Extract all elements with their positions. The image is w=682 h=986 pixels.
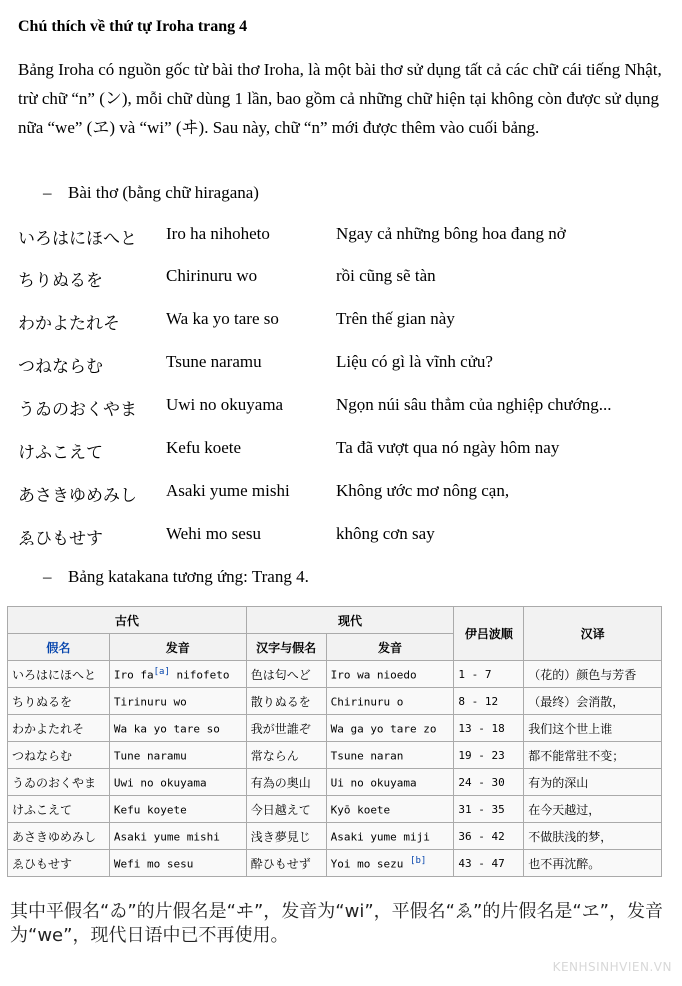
- cell-kanji: 浅き夢見じ: [246, 823, 326, 850]
- header-kana-link[interactable]: 假名: [8, 634, 110, 661]
- poem-romaji: Uwi no okuyama: [166, 395, 284, 414]
- poem-romaji: Kefu koete: [166, 438, 242, 457]
- page-title: Chú thích về thứ tự Iroha trang 4: [18, 18, 248, 35]
- header-pronunciation-modern: 发音: [326, 634, 454, 661]
- poem-romaji: Chirinuru wo: [166, 266, 258, 285]
- cell-pronunciation: Uwi no okuyama: [109, 769, 246, 796]
- poem-hiragana: うゐのおくやま: [18, 400, 137, 420]
- header-kanji-kana: 汉字与假名: [246, 634, 326, 661]
- header-iroha-order: 伊吕波顺: [454, 607, 524, 661]
- bullet-poem-label: Bài thơ (bằng chữ hiragana): [68, 183, 259, 202]
- poem-translation: Trên thế gian này: [336, 309, 455, 328]
- header-pronunciation: 发音: [109, 634, 246, 661]
- table-row: [8, 661, 662, 688]
- cell-kana: つねならむ: [8, 742, 110, 769]
- cell-kanji: 有為の奥山: [246, 769, 326, 796]
- cell-order: 43 - 47: [454, 850, 524, 877]
- cell-translation: 有为的深山: [524, 769, 662, 796]
- cell-order: 36 - 42: [454, 823, 524, 850]
- table-header-row: [8, 607, 662, 634]
- poem-hiragana: あさきゆめみし: [18, 486, 137, 506]
- cell-kanji: 酔ひもせず: [246, 850, 326, 877]
- cell-order: 19 - 23: [454, 742, 524, 769]
- footnote-b-link[interactable]: [b]: [410, 855, 427, 866]
- poem-hiragana: ゑひもせす: [18, 529, 103, 549]
- cell-translation: 都不能常驻不变；: [524, 742, 662, 769]
- cell-order: 31 - 35: [454, 796, 524, 823]
- cell-kanji: 散りぬるを: [246, 688, 326, 715]
- poem-hiragana: いろはにほへと: [18, 229, 137, 249]
- cell-pronunciation-modern: Wa ga yo tare zo: [326, 715, 454, 742]
- table-row: [8, 769, 662, 796]
- poem-translation: Liệu có gì là vĩnh cửu?: [336, 352, 493, 371]
- cell-order: 8 - 12: [454, 688, 524, 715]
- table-row: [8, 688, 662, 715]
- cell-kanji: 常ならん: [246, 742, 326, 769]
- bullet-poem: [43, 183, 259, 203]
- bullet-dash: –: [43, 183, 52, 202]
- cell-order: 1 - 7: [454, 661, 524, 688]
- poem-translation: Ngọn núi sâu thẳm của nghiệp chướng...: [336, 395, 612, 414]
- cell-order: 24 - 30: [454, 769, 524, 796]
- poem-romaji: Wehi mo sesu: [166, 524, 261, 543]
- cell-pronunciation: Asaki yume mishi: [109, 823, 246, 850]
- cell-kana: あさきゆめみし: [8, 823, 110, 850]
- cell-pronunciation: Iro fa[a] nifofeto: [109, 661, 246, 688]
- cell-kana: けふこえて: [8, 796, 110, 823]
- poem-translation: rồi cũng sẽ tàn: [336, 266, 436, 285]
- poem-translation: không cơn say: [336, 524, 435, 543]
- poem-translation: Không ước mơ nông cạn,: [336, 481, 510, 500]
- cell-pronunciation: Tune naramu: [109, 742, 246, 769]
- bullet-katakana-label: Bảng katakana tương ứng: Trang 4.: [68, 567, 309, 586]
- table-row: [8, 742, 662, 769]
- cell-kana: いろはにほへと: [8, 661, 110, 688]
- footnote-a-link[interactable]: [a]: [153, 666, 170, 677]
- cell-pronunciation-modern: Kyō koete: [326, 796, 454, 823]
- poem-translation: Ngay cả những bông hoa đang nở: [336, 224, 566, 243]
- poem-hiragana: つねならむ: [18, 357, 103, 377]
- poem-hiragana: わかよたれそ: [18, 314, 120, 334]
- poem-romaji: Iro ha nihoheto: [166, 224, 270, 243]
- watermark: KENHSINHVIEN.VN: [552, 960, 672, 974]
- kana-note: 其中平假名“ゐ”的片假名是“ヰ”，发音为“wi”，平假名“ゑ”的片假名是“ヱ”，发音为“we”，现代日语中已不再使用。: [10, 901, 663, 946]
- cell-pronunciation: Wefi mo sesu: [109, 850, 246, 877]
- header-ancient: 古代: [8, 607, 247, 634]
- header-modern: 现代: [246, 607, 454, 634]
- cell-kana: うゐのおくやま: [8, 769, 110, 796]
- table-row: [8, 850, 662, 877]
- poem-translation: Ta đã vượt qua nó ngày hôm nay: [336, 438, 560, 457]
- cell-translation: 在今天越过，: [524, 796, 662, 823]
- table-row: [8, 715, 662, 742]
- cell-pronunciation: Kefu koyete: [109, 796, 246, 823]
- cell-translation: 我们这个世上谁: [524, 715, 662, 742]
- cell-kanji: 我が世誰ぞ: [246, 715, 326, 742]
- poem-hiragana: ちりぬるを: [18, 271, 103, 291]
- cell-pronunciation-modern: Iro wa nioedo: [326, 661, 454, 688]
- cell-kana: ちりぬるを: [8, 688, 110, 715]
- poem-romaji: Wa ka yo tare so: [166, 309, 279, 328]
- table-row: [8, 796, 662, 823]
- cell-pronunciation-modern: Chirinuru o: [326, 688, 454, 715]
- cell-pronunciation-modern: Asaki yume miji: [326, 823, 454, 850]
- cell-kanji: 色は匂へど: [246, 661, 326, 688]
- intro-paragraph: Bảng Iroha có nguồn gốc từ bài thơ Iroha, là một bài thơ sử dụng tất cả các chữ cái tiếng Nhật, trừ chữ “n” (ン), mỗi chữ dùng 1 lần, bao gồm cả những chữ hiện tại không còn được sử dụng nữa “we” (ヱ) và “wi” (ヰ). Sau này, chữ “n” mới được thêm vào cuối bảng.: [18, 60, 662, 137]
- poem-romaji: Asaki yume mishi: [166, 481, 290, 500]
- cell-kana: ゑひもせす: [8, 850, 110, 877]
- cell-pronunciation: Tirinuru wo: [109, 688, 246, 715]
- header-translation: 汉译: [524, 607, 662, 661]
- cell-kanji: 今日越えて: [246, 796, 326, 823]
- cell-translation: 也不再沈醉。: [524, 850, 662, 877]
- cell-pronunciation-modern: Ui no okuyama: [326, 769, 454, 796]
- cell-translation: （最终）会消散，: [524, 688, 662, 715]
- cell-translation: 不做肤浅的梦，: [524, 823, 662, 850]
- poem-hiragana: けふこえて: [18, 443, 103, 463]
- iroha-table: [7, 606, 662, 877]
- bullet-katakana: [43, 567, 309, 587]
- cell-translation: （花的）颜色与芳香: [524, 661, 662, 688]
- cell-pronunciation: Wa ka yo tare so: [109, 715, 246, 742]
- cell-kana: わかよたれそ: [8, 715, 110, 742]
- cell-pronunciation-modern: Yoi mo sezu [b]: [326, 850, 454, 877]
- cell-order: 13 - 18: [454, 715, 524, 742]
- table-row: [8, 823, 662, 850]
- poem-romaji: Tsune naramu: [166, 352, 262, 371]
- bullet-dash: –: [43, 567, 52, 586]
- cell-pronunciation-modern: Tsune naran: [326, 742, 454, 769]
